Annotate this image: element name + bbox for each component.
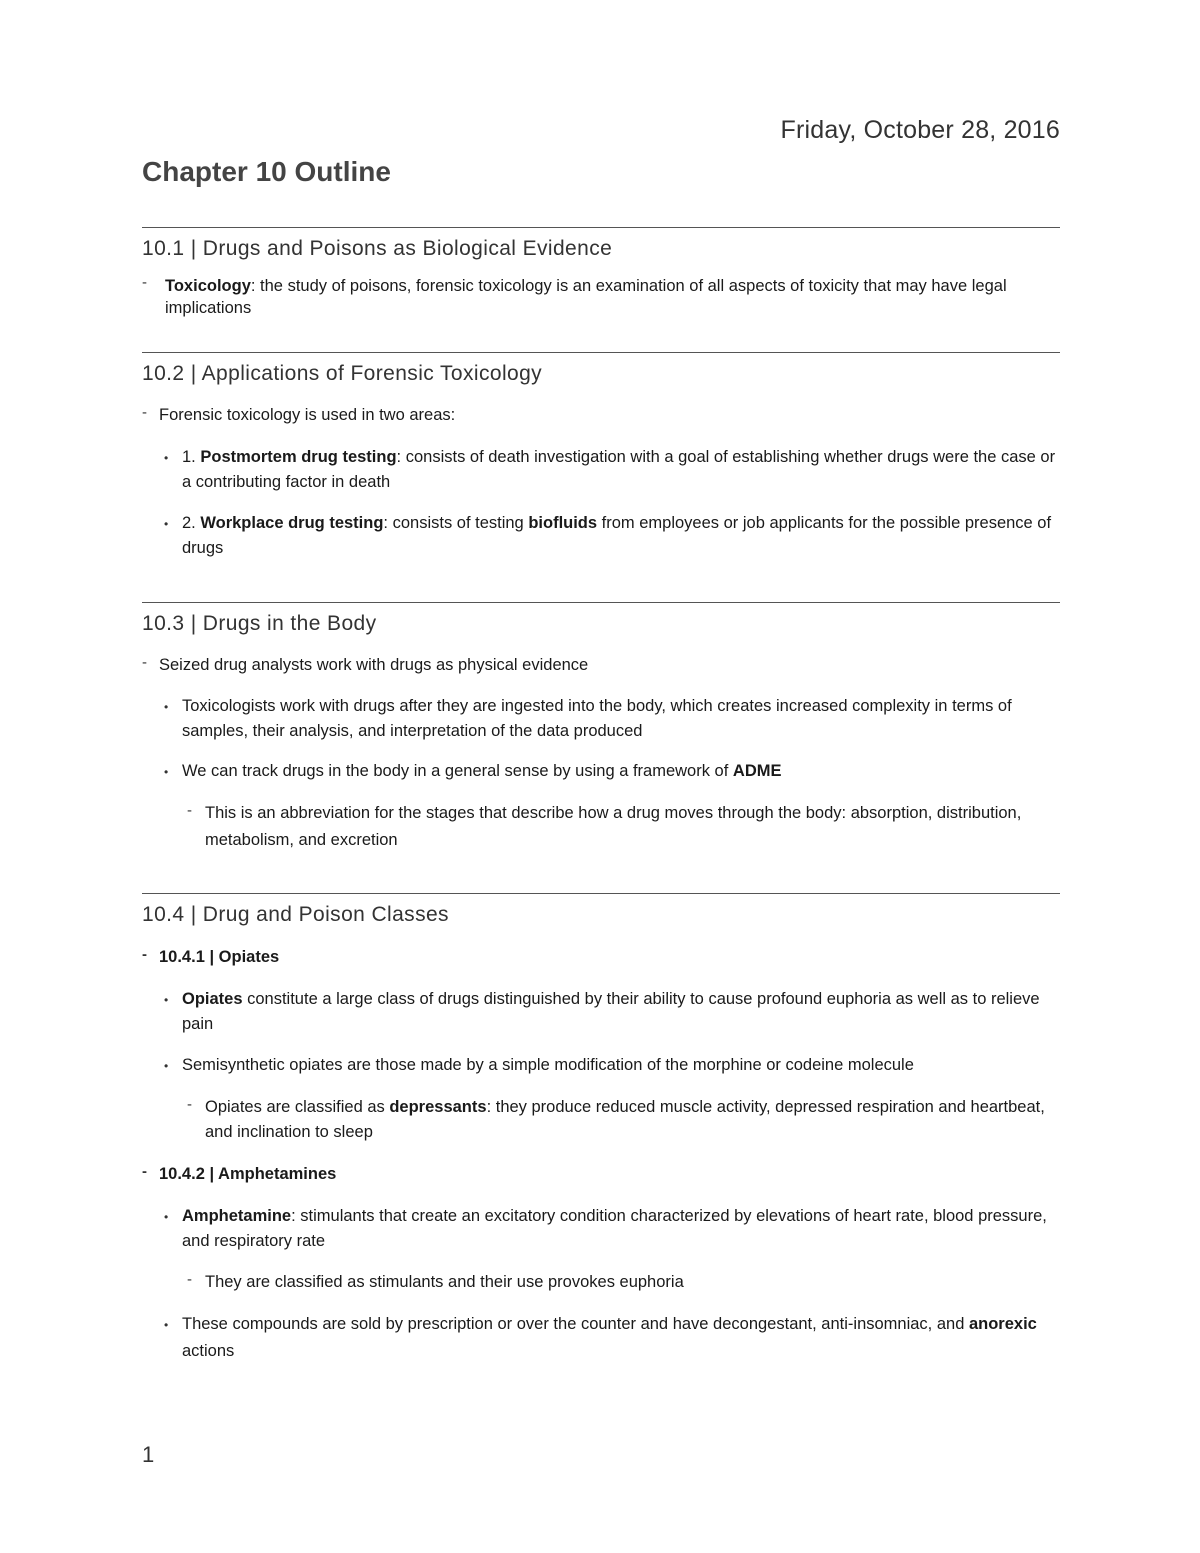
list-item: • 1. Postmortem drug testing: consists of death investigation with a goal of establishing whether drugs were the case or a contributing factor in death (164, 448, 1056, 491)
list-item: - They are classified as stimulants and their use provokes euphoria (142, 1270, 1060, 1295)
list-item: - Seized drug analysts work with drugs as physical evidence (142, 653, 1060, 678)
section-10-4 (142, 893, 1060, 1365)
bullet-marker: • (164, 765, 169, 779)
section-heading: 10.1 | Drugs and Poisons as Biological Evidence (142, 237, 613, 260)
dash-marker: - (187, 1271, 192, 1288)
list-item: • Semisynthetic opiates are those made by a simple modification of the morphine or codeine molecule (142, 1053, 1060, 1078)
page-title: Chapter 10 Outline (142, 156, 391, 187)
list-item: • Opiates constitute a large class of drugs distinguished by their ability to cause profound euphoria as well as to relieve pain (164, 990, 1040, 1033)
section-heading: 10.3 | Drugs in the Body (142, 612, 377, 635)
bullet-marker: • (164, 451, 169, 465)
dash-marker: - (142, 274, 147, 291)
list-item: - Opiates are classified as depressants: they produce reduced muscle activity, depressed respiration and heartbeat, and inclination to sleep (142, 1095, 1060, 1145)
bullet-marker: • (164, 1318, 169, 1332)
bullet-marker: • (164, 1059, 169, 1073)
section-10-3 (142, 602, 1060, 854)
section-divider (142, 602, 1060, 603)
section-heading: 10.2 | Applications of Forensic Toxicology (142, 362, 543, 385)
dash-marker: - (142, 946, 147, 963)
dash-marker: - (187, 1096, 192, 1113)
bullet-marker: • (164, 700, 169, 714)
section-divider (142, 352, 1060, 353)
section-divider (142, 893, 1060, 894)
bullet-marker: • (164, 517, 169, 531)
list-item: - This is an abbreviation for the stages that describe how a drug moves through the body: absorption, distribution, metabolism, and excretion (142, 800, 1060, 854)
bullet-marker: • (164, 993, 169, 1007)
page-number: 1 (142, 1442, 155, 1467)
list-item: - Toxicology: the study of poisons, forensic toxicology is an examination of all aspects of toxicity that may have legal implications (142, 274, 1007, 317)
list-item: • 2. Workplace drug testing: consists of testing biofluids from employees or job applicants for the possible presence of drugs (164, 514, 1052, 557)
bullet-marker: • (164, 1210, 169, 1224)
subsection-heading: - 10.4.1 | Opiates (142, 945, 1060, 970)
list-item: - Forensic toxicology is used in two areas: (142, 403, 1060, 428)
list-item: • Amphetamine: stimulants that create an excitatory condition characterized by elevations of heart rate, blood pressure, and respiratory rate (164, 1207, 1047, 1250)
section-heading: 10.4 | Drug and Poison Classes (142, 903, 449, 926)
section-divider (142, 227, 1060, 228)
dash-marker: - (187, 802, 192, 819)
dash-marker: - (142, 1163, 147, 1180)
subsection-heading: - 10.4.2 | Amphetamines (142, 1162, 1060, 1187)
date-line: Friday, October 28, 2016 (780, 116, 1060, 144)
list-item: • These compounds are sold by prescription or over the counter and have decongestant, anti-insomniac, and anorexic actions (142, 1311, 1060, 1365)
section-10-2 (142, 352, 1060, 561)
dash-marker: - (142, 404, 147, 421)
dash-marker: - (142, 654, 147, 671)
list-item: • We can track drugs in the body in a general sense by using a framework of ADME (142, 759, 1060, 784)
list-item: • Toxicologists work with drugs after they are ingested into the body, which creates increased complexity in terms of samples, their analysis, and interpretation of the data produced (164, 697, 1012, 740)
section-10-1 (142, 227, 1060, 319)
